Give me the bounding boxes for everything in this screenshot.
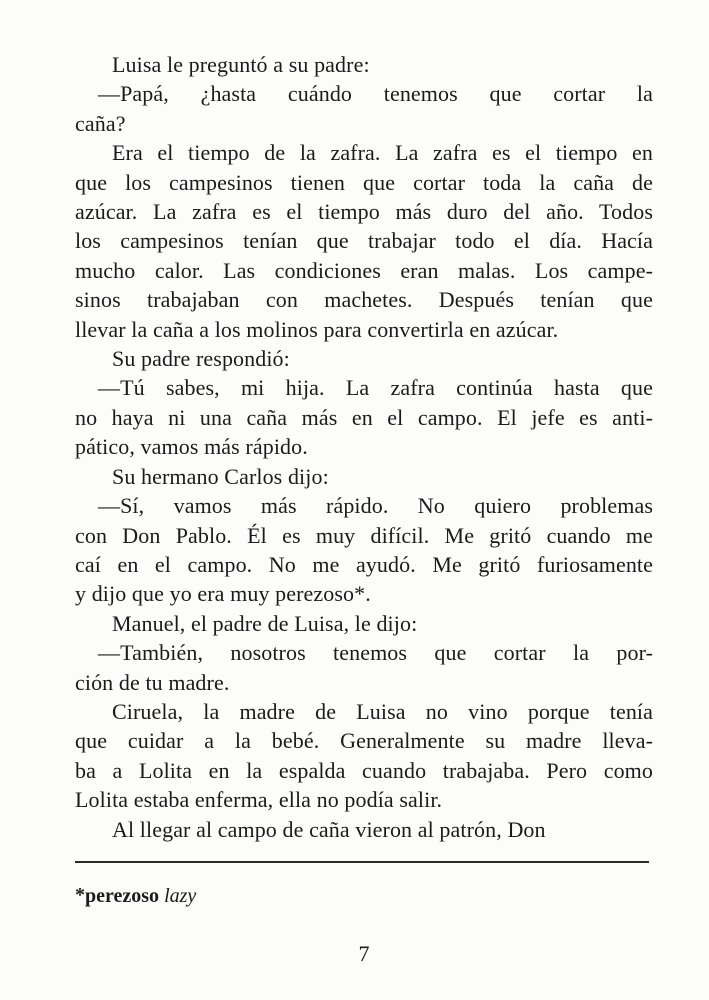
text-line: ción de tu madre. — [75, 669, 230, 695]
text-line: —Papá, ¿hasta cuándo tenemos que cortar la — [98, 81, 653, 107]
text-line: Manuel, el padre de Luisa, le dijo: — [112, 610, 418, 636]
text-line: sinos trabajaban con machetes. Después tenían que — [75, 287, 653, 313]
paragraph — [75, 462, 653, 491]
text-line: Su hermano Carlos dijo: — [112, 463, 329, 489]
paragraph — [75, 815, 653, 844]
paragraph — [75, 491, 653, 609]
footnote-asterisk: * — [75, 884, 85, 906]
footnote — [75, 883, 196, 909]
text-line: azúcar. La zafra es el tiempo más duro del año. Todos — [75, 199, 653, 225]
text-line: Su padre respondió: — [112, 346, 290, 372]
text-line: mucho calor. Las condiciones eran malas. Los campe- — [75, 257, 653, 283]
text-line: Lolita estaba enferma, ella no podía salir. — [75, 787, 443, 813]
paragraph — [75, 344, 653, 373]
text-line: —También, nosotros tenemos que cortar la por- — [98, 640, 653, 666]
footnote-definition: lazy — [164, 885, 197, 907]
footnote-rule — [75, 861, 649, 863]
paragraph — [75, 50, 653, 79]
paragraph — [75, 638, 653, 697]
text-line: llevar la caña a los molinos para convertirla en azúcar. — [75, 316, 559, 342]
text-line: pático, vamos más rápido. — [75, 434, 308, 460]
paragraph — [75, 373, 653, 461]
text-line: Luisa le preguntó a su padre: — [112, 52, 370, 77]
paragraph — [75, 697, 653, 815]
text-line: ba a Lolita en la espalda cuando trabajaba. Pero como — [75, 757, 653, 783]
paragraph — [75, 79, 653, 138]
text-line: Ciruela, la madre de Luisa no vino porque tenía — [112, 698, 653, 724]
text-line: los campesinos tenían que trabajar todo el día. Hacía — [75, 228, 653, 254]
page-number: 7 — [358, 941, 370, 966]
text-line: caí en el campo. No me ayudó. Me gritó furiosamente — [75, 551, 653, 577]
text-line: que cuidar a la bebé. Generalmente su madre lleva- — [75, 728, 653, 754]
paragraph — [75, 609, 653, 638]
text-line: —Tú sabes, mi hija. La zafra continúa hasta que — [98, 375, 653, 401]
text-line: que los campesinos tienen que cortar toda la caña de — [75, 169, 653, 195]
text-line: no haya ni una caña más en el campo. El jefe es anti- — [75, 404, 653, 430]
text-line: —Sí, vamos más rápido. No quiero problemas — [98, 493, 653, 519]
text-line: caña? — [75, 110, 126, 136]
text-line: Era el tiempo de la zafra. La zafra es el tiempo en — [112, 140, 653, 166]
text-line: Al llegar al campo de caña vieron al patrón, Don — [112, 816, 546, 842]
body-text — [75, 50, 653, 844]
text-line: y dijo que yo era muy perezoso*. — [75, 581, 371, 607]
footnote-term: perezoso — [85, 885, 160, 907]
text-line: con Don Pablo. Él es muy difícil. Me gritó cuando me — [75, 522, 653, 548]
paragraph — [75, 138, 653, 344]
